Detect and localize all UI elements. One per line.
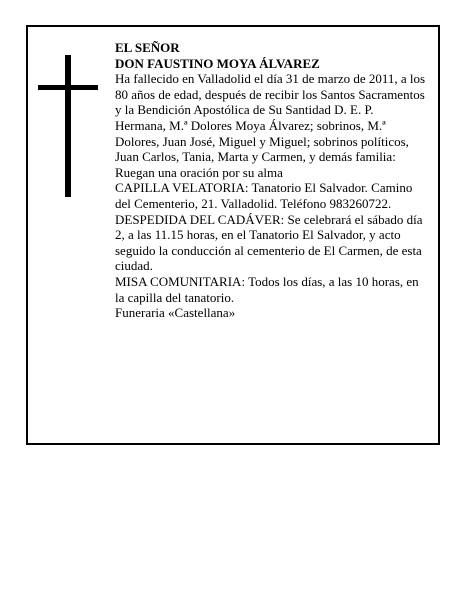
notice-title-line1: EL SEÑOR [115, 40, 180, 55]
notice-paragraph-farewell: DESPEDIDA DEL CADÁVER: Se celebrará el sábado día 2, a las 11.15 horas, en el Tanatorio El Salvador, y acto seguido la conducción al cementerio de El Carmen, de esta ciudad. [115, 211, 423, 274]
cross-horizontal-bar [38, 85, 98, 90]
notice-paragraph-mass: MISA COMUNITARIA: Todos los días, a las 10 horas, en la capilla del tanatorio. [115, 273, 419, 305]
notice-paragraph-prayer: Ruegan una oración por su alma [115, 164, 283, 180]
notice-title-line2: DON FAUSTINO MOYA ÁLVAREZ [115, 55, 320, 71]
cross-vertical-bar [65, 55, 71, 197]
cross-icon [38, 55, 98, 197]
notice-paragraph-family: Hermana, M.ª Dolores Moya Álvarez; sobrinos, M.ª Dolores, Juan José, Miguel y Miguel; sobrinos políticos, Juan Carlos, Tania, Marta y Carmen, y demás familia: [115, 117, 409, 165]
notice-paragraph-wake: CAPILLA VELATORIA: Tanatorio El Salvador. Camino del Cementerio, 21. Valladolid. Teléfono 983260722. [115, 180, 413, 211]
notice-paragraph-death: Ha fallecido en Valladolid el día 31 de marzo de 2011, a los 80 años de edad, después de recibir los Santos Sacramentos y la Bendición Apostólica de Su Santidad D. E. P. [115, 71, 426, 118]
notice-paragraph-funeral-home: Funeraria «Castellana» [115, 305, 236, 321]
notice-text [115, 40, 427, 321]
obituary-notice [26, 25, 440, 445]
